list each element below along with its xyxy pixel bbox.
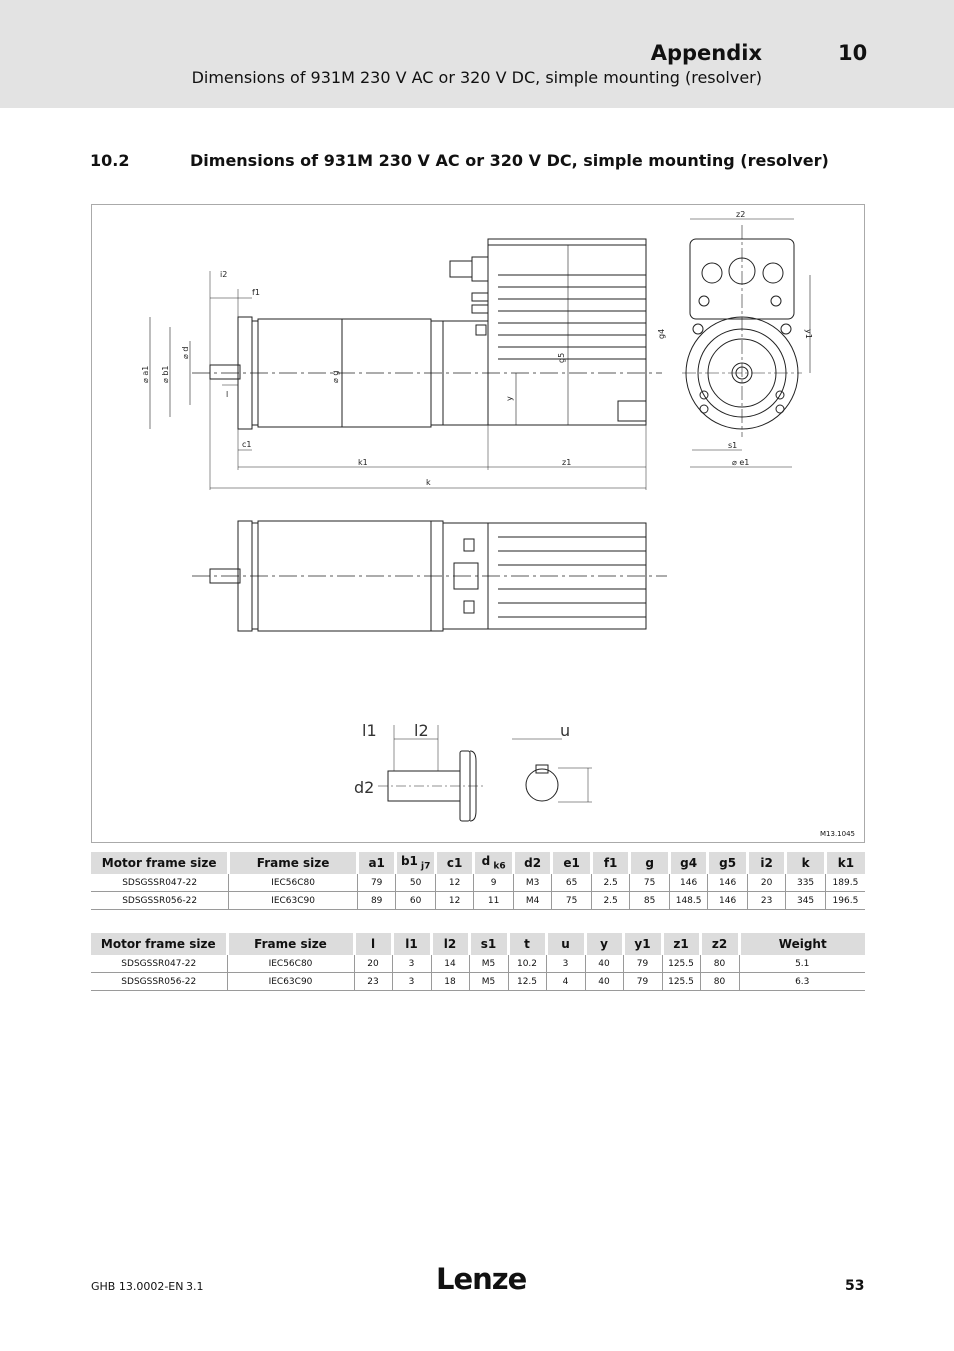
table-1-header-cell: b1 $_{j7}$ <box>396 852 436 874</box>
table-row <box>91 874 865 892</box>
table-cell: 20 <box>747 874 785 892</box>
table-cell: IEC63C90 <box>227 973 354 991</box>
footer-version: 3.1 <box>186 1280 204 1293</box>
table-cell: SDSGSSR047-22 <box>91 955 227 973</box>
table-cell: SDSGSSR047-22 <box>91 874 229 892</box>
table-2-header-cell: Frame size <box>227 933 354 955</box>
label-z1: z1 <box>562 458 572 467</box>
table-cell: 40 <box>585 973 623 991</box>
table-cell: 79 <box>623 973 662 991</box>
table-1-header-cell: e1 <box>552 852 592 874</box>
table-cell: IEC56C80 <box>227 955 354 973</box>
label-g4: g4 <box>657 328 666 339</box>
table-cell: 18 <box>431 973 469 991</box>
table-cell: 3 <box>546 955 585 973</box>
label-d: ⌀ d <box>181 346 190 359</box>
table-2-header-cell: z1 <box>662 933 700 955</box>
section-number: 10.2 <box>90 151 130 170</box>
table-1-header-cell: g5 <box>708 852 748 874</box>
shaft-section <box>526 769 558 801</box>
table-1-header-cell: i2 <box>747 852 785 874</box>
table-cell: 4 <box>546 973 585 991</box>
table-2-header-cell: l1 <box>392 933 431 955</box>
table-cell: SDSGSSR056-22 <box>91 973 227 991</box>
table-cell: 23 <box>354 973 392 991</box>
table-cell: 20 <box>354 955 392 973</box>
table-cell: 125.5 <box>662 955 700 973</box>
dimension-drawing <box>91 204 865 843</box>
label-l2: l2 <box>414 721 429 740</box>
table-1-header-sub: j7 <box>417 861 431 872</box>
table-cell: 60 <box>396 892 436 910</box>
label-d2: d2 <box>354 778 375 797</box>
table-cell: 146 <box>708 874 748 892</box>
connector-side <box>450 261 472 277</box>
label-k: k <box>426 478 431 487</box>
header-subtitle: Dimensions of 931M 230 V AC or 320 V DC, simple mounting (resolver) <box>191 68 762 87</box>
label-l: l <box>226 390 229 399</box>
table-cell: 12 <box>435 892 473 910</box>
connector-front-1 <box>702 263 722 283</box>
header-title: Appendix <box>650 41 762 65</box>
label-g5: g5 <box>557 352 566 363</box>
label-b1: ⌀ b1 <box>161 365 170 383</box>
drawing-id: M13.1045 <box>820 830 855 838</box>
table-2-header-cell: Weight <box>739 933 865 955</box>
label-c1: c1 <box>242 440 252 449</box>
table-2-header-cell: l <box>354 933 392 955</box>
table-2-header-cell: s1 <box>469 933 508 955</box>
label-a1: ⌀ a1 <box>141 365 150 383</box>
table-cell: IEC56C80 <box>229 874 358 892</box>
header-band <box>0 0 954 108</box>
label-i2: i2 <box>220 270 228 279</box>
label-g: ⌀ g <box>331 370 340 383</box>
table-cell: 14 <box>431 955 469 973</box>
label-z2: z2 <box>736 210 746 219</box>
table-cell: M5 <box>469 973 508 991</box>
section-title: Dimensions of 931M 230 V AC or 320 V DC, simple mounting (resolver) <box>190 151 829 170</box>
label-e1: ⌀ e1 <box>732 458 750 467</box>
table-cell: 79 <box>623 955 662 973</box>
table-cell: 75 <box>630 874 670 892</box>
table-cell: 196.5 <box>825 892 865 910</box>
table-cell: 12.5 <box>508 973 546 991</box>
table-1-header-cell: f1 <box>591 852 629 874</box>
table-cell: SDSGSSR056-22 <box>91 892 229 910</box>
table-cell: 146 <box>708 892 748 910</box>
table-cell: 89 <box>357 892 395 910</box>
table-cell: IEC63C90 <box>229 892 358 910</box>
table-2-body <box>91 955 865 991</box>
label-l1: l1 <box>362 721 377 740</box>
table-cell: 5.1 <box>739 955 865 973</box>
table-2-header <box>91 933 865 955</box>
table-1-header-cell: c1 <box>435 852 473 874</box>
table-2-header-cell: u <box>546 933 585 955</box>
table-1-header-cell: g4 <box>669 852 707 874</box>
dimensions-table-2 <box>91 933 865 991</box>
table-cell: 23 <box>747 892 785 910</box>
table-1-header-cell: g <box>630 852 670 874</box>
table-cell: M3 <box>513 874 551 892</box>
table-cell: 2.5 <box>591 874 629 892</box>
table-cell: 50 <box>396 874 436 892</box>
table-2-header-cell: y1 <box>623 933 662 955</box>
label-k1: k1 <box>358 458 368 467</box>
label-y: y <box>505 396 514 401</box>
table-cell: M4 <box>513 892 551 910</box>
table-cell: 3 <box>392 955 431 973</box>
label-f1: f1 <box>252 288 260 297</box>
table-1-header-cell: a1 <box>357 852 395 874</box>
table-2-header-cell: y <box>585 933 623 955</box>
table-2-header-cell: t <box>508 933 546 955</box>
table-cell: 146 <box>669 874 707 892</box>
table-cell: 189.5 <box>825 874 865 892</box>
table-cell: 80 <box>700 973 739 991</box>
table-cell: 85 <box>630 892 670 910</box>
chapter-number: 10 <box>838 41 868 65</box>
table-row <box>91 892 865 910</box>
table-1-header-cell: Frame size <box>229 852 358 874</box>
table-cell: 2.5 <box>591 892 629 910</box>
label-s1: s1 <box>728 441 738 450</box>
lenze-logo: Lenze <box>436 1262 527 1296</box>
table-1-header-cell: d $_{k6}$ <box>474 852 514 874</box>
table-2-header-cell: l2 <box>431 933 469 955</box>
table-cell: M5 <box>469 955 508 973</box>
table-1-header-cell: Motor frame size <box>91 852 229 874</box>
table-cell: 65 <box>552 874 592 892</box>
table-cell: 11 <box>474 892 514 910</box>
table-cell: 345 <box>786 892 826 910</box>
label-y1: y1 <box>804 329 813 339</box>
table-cell: 335 <box>786 874 826 892</box>
table-cell: 3 <box>392 973 431 991</box>
table-cell: 9 <box>474 874 514 892</box>
motor-drawing-svg <box>92 205 866 844</box>
label-u: u <box>560 721 571 740</box>
table-cell: 10.2 <box>508 955 546 973</box>
table-1-header-cell: k1 <box>825 852 865 874</box>
table-row <box>91 973 865 991</box>
table-cell: 12 <box>435 874 473 892</box>
table-cell: 75 <box>552 892 592 910</box>
table-cell: 80 <box>700 955 739 973</box>
table-2-header-cell: z2 <box>700 933 739 955</box>
table-cell: 79 <box>357 874 395 892</box>
dimensions-table-1 <box>91 852 865 910</box>
footer-doc-number: GHB 13.0002-EN <box>91 1280 184 1293</box>
table-cell: 40 <box>585 955 623 973</box>
shaft-side <box>210 365 240 379</box>
table-1-header-cell: d2 <box>513 852 551 874</box>
table-cell: 6.3 <box>739 973 865 991</box>
table-1-header <box>91 852 865 874</box>
connector-front-3 <box>763 263 783 283</box>
table-row <box>91 955 865 973</box>
table-1-header-cell: k <box>786 852 826 874</box>
table-1-body <box>91 874 865 910</box>
table-2-header-cell: Motor frame size <box>91 933 227 955</box>
table-cell: 148.5 <box>669 892 707 910</box>
page-number: 53 <box>845 1278 865 1294</box>
table-cell: 125.5 <box>662 973 700 991</box>
table-1-header-sub: k6 <box>490 861 506 872</box>
